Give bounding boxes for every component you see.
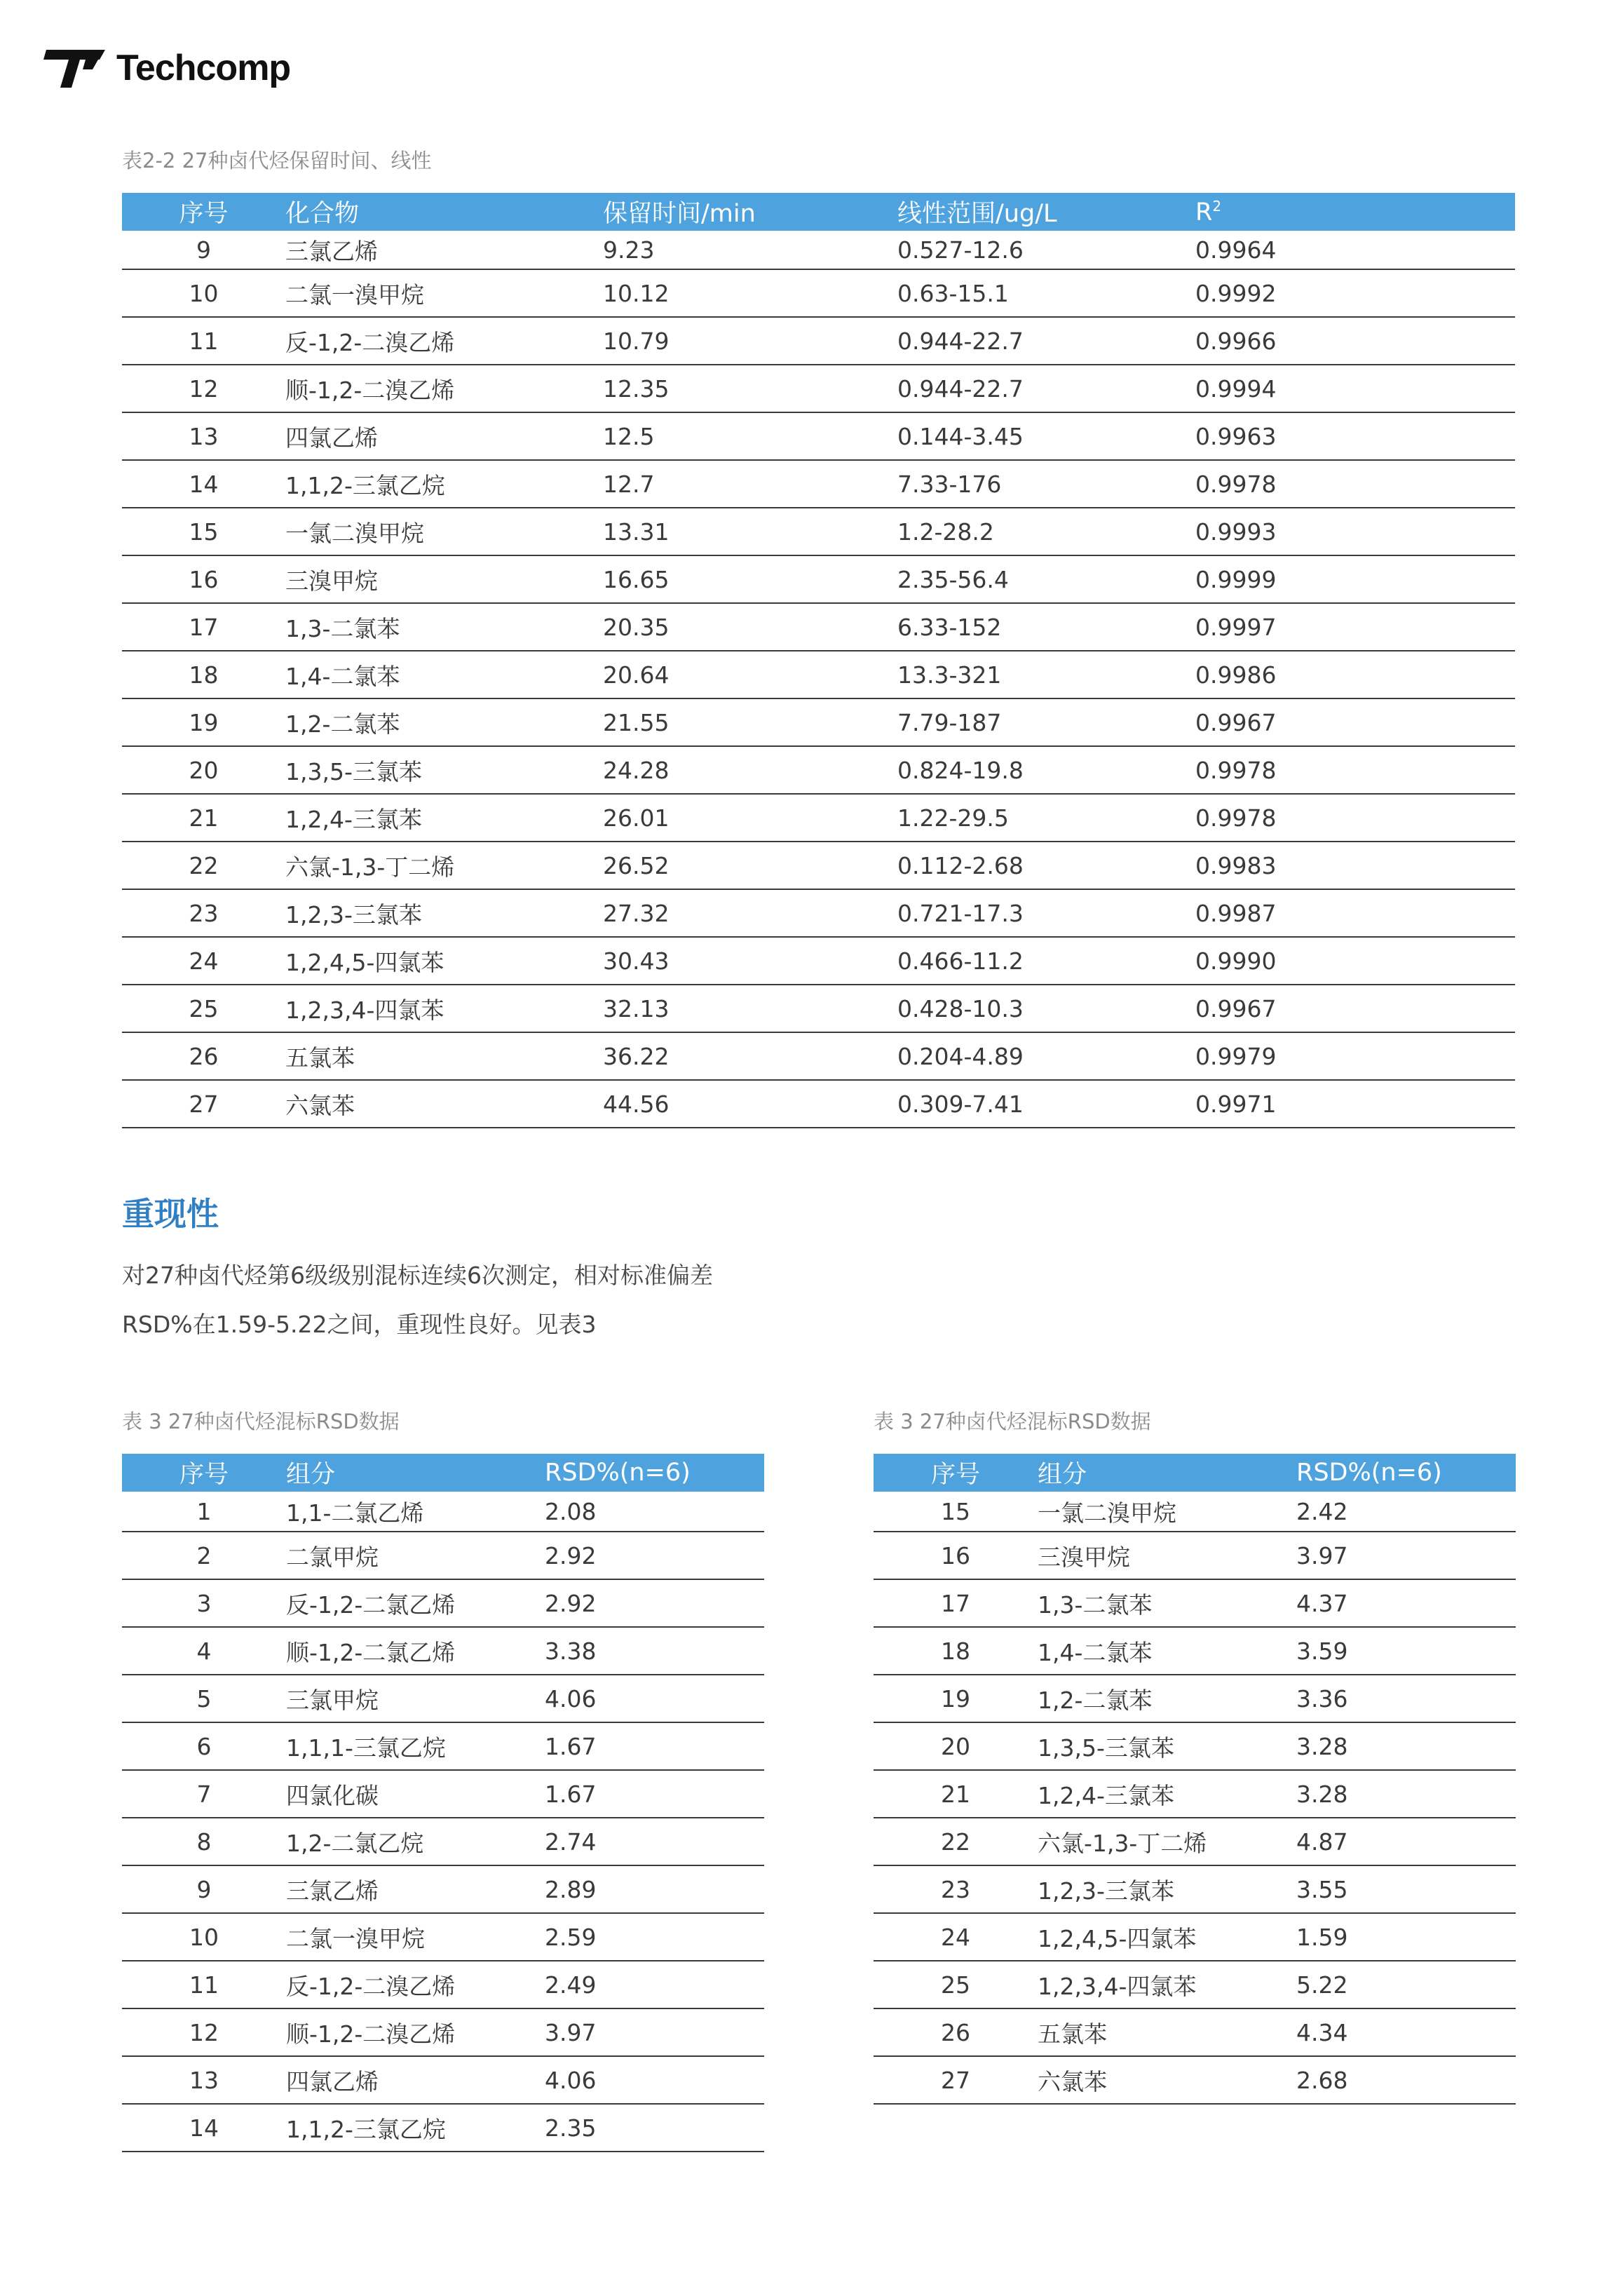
cell-retention-time: 44.56	[603, 1080, 897, 1128]
table-row	[122, 698, 1515, 746]
cell-rsd: 2.92	[545, 1579, 764, 1627]
cell-rsd: 4.06	[545, 1675, 764, 1722]
cell-component: 四氯化碳	[286, 1770, 545, 1818]
cell-component: 反-1,2-二溴乙烯	[286, 1961, 545, 2008]
cell-index: 4	[122, 1627, 286, 1675]
r2-superscript: 2	[1212, 197, 1222, 215]
cell-compound: 1,3-二氯苯	[285, 603, 603, 651]
header-component: 组分	[1038, 1454, 1296, 1492]
cell-linear-range: 13.3-321	[897, 651, 1195, 698]
cell-linear-range: 1.22-29.5	[897, 794, 1195, 842]
cell-index: 27	[122, 1080, 285, 1128]
cell-index: 9	[122, 1865, 286, 1913]
header-index: 序号	[874, 1454, 1038, 1492]
table-row	[122, 1627, 764, 1675]
cell-index: 1	[122, 1492, 286, 1532]
cell-index: 22	[874, 1818, 1038, 1865]
table-row	[874, 1865, 1516, 1913]
header-compound: 化合物	[285, 193, 603, 231]
table-row	[122, 1492, 764, 1532]
cell-rsd: 2.68	[1296, 2056, 1516, 2104]
cell-compound: 三氯乙烯	[285, 231, 603, 269]
cell-index: 18	[122, 651, 285, 698]
cell-index: 12	[122, 2008, 286, 2056]
cell-component: 1,2,3-三氯苯	[1038, 1865, 1296, 1913]
table-row	[122, 1770, 764, 1818]
table-row	[122, 555, 1515, 603]
cell-linear-range: 0.204-4.89	[897, 1032, 1195, 1080]
cell-index: 5	[122, 1675, 286, 1722]
table-row	[874, 1675, 1516, 1722]
cell-component: 1,2-二氯乙烷	[286, 1818, 545, 1865]
cell-rsd: 1.67	[545, 1722, 764, 1770]
cell-retention-time: 26.52	[603, 842, 897, 889]
header-retention-time: 保留时间/min	[603, 193, 897, 231]
cell-index: 23	[122, 889, 285, 937]
table1-body	[122, 231, 1515, 1128]
table-row	[122, 231, 1515, 269]
cell-index: 15	[122, 508, 285, 555]
cell-compound: 1,4-二氯苯	[285, 651, 603, 698]
cell-retention-time: 26.01	[603, 794, 897, 842]
table-row	[122, 412, 1515, 460]
table-header-row	[874, 1454, 1516, 1492]
section-title: 重现性	[122, 1195, 219, 1233]
table-row	[122, 985, 1515, 1032]
cell-compound: 四氯乙烯	[285, 412, 603, 460]
table-header-row	[122, 1454, 764, 1492]
cell-rsd: 3.38	[545, 1627, 764, 1675]
cell-r2: 0.9992	[1195, 269, 1515, 317]
cell-index: 19	[874, 1675, 1038, 1722]
cell-r2: 0.9967	[1195, 985, 1515, 1032]
cell-linear-range: 0.144-3.45	[897, 412, 1195, 460]
cell-r2: 0.9999	[1195, 555, 1515, 603]
cell-retention-time: 12.5	[603, 412, 897, 460]
table-row	[122, 1722, 764, 1770]
cell-index: 24	[874, 1913, 1038, 1961]
cell-component: 二氯甲烷	[286, 1532, 545, 1579]
table-row	[874, 1818, 1516, 1865]
cell-rsd: 3.36	[1296, 1675, 1516, 1722]
cell-linear-range: 7.79-187	[897, 698, 1195, 746]
cell-r2: 0.9971	[1195, 1080, 1515, 1128]
cell-linear-range: 0.721-17.3	[897, 889, 1195, 937]
cell-linear-range: 0.63-15.1	[897, 269, 1195, 317]
cell-index: 15	[874, 1492, 1038, 1532]
table1-caption: 表2-2 27种卤代烃保留时间、线性	[122, 149, 432, 173]
table-header-row	[122, 193, 1515, 231]
cell-index: 7	[122, 1770, 286, 1818]
cell-retention-time: 12.35	[603, 365, 897, 412]
table-row	[122, 937, 1515, 985]
cell-compound: 五氯苯	[285, 1032, 603, 1080]
cell-compound: 1,2,4,5-四氯苯	[285, 937, 603, 985]
cell-index: 16	[874, 1532, 1038, 1579]
cell-linear-range: 0.824-19.8	[897, 746, 1195, 794]
cell-retention-time: 10.79	[603, 317, 897, 365]
cell-component: 1,1,2-三氯乙烷	[286, 2104, 545, 2152]
cell-component: 1,1,1-三氯乙烷	[286, 1722, 545, 1770]
cell-compound: 顺-1,2-二溴乙烯	[285, 365, 603, 412]
cell-retention-time: 10.12	[603, 269, 897, 317]
cell-r2: 0.9964	[1195, 231, 1515, 269]
cell-index: 20	[122, 746, 285, 794]
table-row	[122, 1675, 764, 1722]
cell-r2: 0.9978	[1195, 794, 1515, 842]
cell-compound: 六氯苯	[285, 1080, 603, 1128]
cell-retention-time: 36.22	[603, 1032, 897, 1080]
section-paragraph-line1: 对27种卤代烃第6级级别混标连续6次测定，相对标准偏差	[122, 1262, 713, 1289]
table-row	[874, 1492, 1516, 1532]
header-linear-range: 线性范围/ug/L	[897, 193, 1195, 231]
brand-logo	[43, 43, 290, 93]
cell-index: 9	[122, 231, 285, 269]
table-row	[122, 1961, 764, 2008]
cell-component: 四氯乙烯	[286, 2056, 545, 2104]
cell-component: 三溴甲烷	[1038, 1532, 1296, 1579]
cell-retention-time: 13.31	[603, 508, 897, 555]
cell-index: 10	[122, 1913, 286, 1961]
table-row	[874, 1913, 1516, 1961]
table-row	[122, 1579, 764, 1627]
cell-linear-range: 0.944-22.7	[897, 317, 1195, 365]
table2-caption: 表 3 27种卤代烃混标RSD数据	[122, 1410, 400, 1433]
header-r2	[1195, 193, 1515, 231]
table-row	[122, 317, 1515, 365]
cell-r2: 0.9966	[1195, 317, 1515, 365]
cell-retention-time: 24.28	[603, 746, 897, 794]
r-label: R	[1195, 198, 1213, 227]
header-index: 序号	[122, 193, 285, 231]
cell-rsd: 3.59	[1296, 1627, 1516, 1675]
cell-component: 1,2,3,4-四氯苯	[1038, 1961, 1296, 2008]
cell-r2: 0.9979	[1195, 1032, 1515, 1080]
cell-index: 26	[122, 1032, 285, 1080]
cell-rsd: 3.97	[1296, 1532, 1516, 1579]
cell-index: 14	[122, 460, 285, 508]
cell-linear-range: 6.33-152	[897, 603, 1195, 651]
cell-compound: 反-1,2-二溴乙烯	[285, 317, 603, 365]
cell-r2: 0.9978	[1195, 460, 1515, 508]
cell-rsd: 3.97	[545, 2008, 764, 2056]
cell-rsd: 2.92	[545, 1532, 764, 1579]
cell-compound: 1,1,2-三氯乙烷	[285, 460, 603, 508]
table3-caption: 表 3 27种卤代烃混标RSD数据	[874, 1410, 1151, 1433]
cell-rsd: 2.74	[545, 1818, 764, 1865]
cell-rsd: 3.55	[1296, 1865, 1516, 1913]
cell-rsd: 4.34	[1296, 2008, 1516, 2056]
cell-index: 25	[874, 1961, 1038, 2008]
cell-retention-time: 30.43	[603, 937, 897, 985]
table-row	[122, 365, 1515, 412]
cell-retention-time: 12.7	[603, 460, 897, 508]
cell-linear-range: 0.309-7.41	[897, 1080, 1195, 1128]
table-row	[122, 1032, 1515, 1080]
cell-component: 1,2-二氯苯	[1038, 1675, 1296, 1722]
cell-compound: 二氯一溴甲烷	[285, 269, 603, 317]
cell-compound: 三溴甲烷	[285, 555, 603, 603]
table-row	[122, 842, 1515, 889]
table-row	[874, 1961, 1516, 2008]
cell-index: 19	[122, 698, 285, 746]
cell-component: 二氯一溴甲烷	[286, 1913, 545, 1961]
cell-r2: 0.9986	[1195, 651, 1515, 698]
cell-rsd: 4.37	[1296, 1579, 1516, 1627]
cell-compound: 1,3,5-三氯苯	[285, 746, 603, 794]
rsd-table-right	[874, 1454, 1516, 2105]
cell-index: 11	[122, 317, 285, 365]
cell-component: 1,2,4,5-四氯苯	[1038, 1913, 1296, 1961]
cell-rsd: 2.89	[545, 1865, 764, 1913]
retention-linearity-table	[122, 193, 1515, 1128]
cell-rsd: 4.06	[545, 2056, 764, 2104]
cell-compound: 六氯-1,3-丁二烯	[285, 842, 603, 889]
table-row	[874, 2008, 1516, 2056]
cell-index: 18	[874, 1627, 1038, 1675]
cell-rsd: 3.28	[1296, 1770, 1516, 1818]
cell-linear-range: 0.944-22.7	[897, 365, 1195, 412]
cell-retention-time: 16.65	[603, 555, 897, 603]
cell-index: 12	[122, 365, 285, 412]
cell-retention-time: 20.35	[603, 603, 897, 651]
cell-index: 27	[874, 2056, 1038, 2104]
techcomp-logo-mark-icon	[43, 46, 111, 90]
table-row	[874, 1722, 1516, 1770]
cell-index: 13	[122, 412, 285, 460]
table-row	[122, 269, 1515, 317]
table-row	[874, 2056, 1516, 2104]
table-row	[122, 1532, 764, 1579]
cell-index: 21	[122, 794, 285, 842]
cell-r2: 0.9963	[1195, 412, 1515, 460]
cell-rsd: 1.67	[545, 1770, 764, 1818]
cell-r2: 0.9993	[1195, 508, 1515, 555]
table-row	[122, 1865, 764, 1913]
cell-retention-time: 20.64	[603, 651, 897, 698]
cell-rsd: 2.42	[1296, 1492, 1516, 1532]
cell-component: 1,2,4-三氯苯	[1038, 1770, 1296, 1818]
cell-retention-time: 9.23	[603, 231, 897, 269]
table-row	[122, 603, 1515, 651]
cell-index: 26	[874, 2008, 1038, 2056]
cell-component: 1,4-二氯苯	[1038, 1627, 1296, 1675]
cell-linear-range: 0.112-2.68	[897, 842, 1195, 889]
table-row	[122, 794, 1515, 842]
cell-compound: 1,2,4-三氯苯	[285, 794, 603, 842]
cell-component: 反-1,2-二氯乙烯	[286, 1579, 545, 1627]
brand-name: Techcomp	[116, 48, 291, 88]
cell-compound: 一氯二溴甲烷	[285, 508, 603, 555]
table-row	[122, 889, 1515, 937]
table-row	[122, 460, 1515, 508]
cell-index: 17	[874, 1579, 1038, 1627]
table-row	[874, 1627, 1516, 1675]
cell-index: 25	[122, 985, 285, 1032]
cell-component: 一氯二溴甲烷	[1038, 1492, 1296, 1532]
cell-component: 三氯甲烷	[286, 1675, 545, 1722]
cell-rsd: 2.49	[545, 1961, 764, 2008]
cell-component: 顺-1,2-二氯乙烯	[286, 1627, 545, 1675]
table-row	[122, 1913, 764, 1961]
cell-index: 10	[122, 269, 285, 317]
header-component: 组分	[286, 1454, 545, 1492]
table3-body	[874, 1492, 1516, 2104]
cell-retention-time: 32.13	[603, 985, 897, 1032]
cell-rsd: 2.35	[545, 2104, 764, 2152]
cell-linear-range: 0.527-12.6	[897, 231, 1195, 269]
cell-linear-range: 1.2-28.2	[897, 508, 1195, 555]
cell-index: 6	[122, 1722, 286, 1770]
cell-r2: 0.9967	[1195, 698, 1515, 746]
cell-component: 1,1-二氯乙烯	[286, 1492, 545, 1532]
cell-component: 五氯苯	[1038, 2008, 1296, 2056]
table-row	[122, 1818, 764, 1865]
cell-component: 1,3,5-三氯苯	[1038, 1722, 1296, 1770]
cell-compound: 1,2-二氯苯	[285, 698, 603, 746]
cell-component: 六氯-1,3-丁二烯	[1038, 1818, 1296, 1865]
cell-component: 顺-1,2-二溴乙烯	[286, 2008, 545, 2056]
cell-index: 11	[122, 1961, 286, 2008]
cell-rsd: 4.87	[1296, 1818, 1516, 1865]
header-rsd: RSD%(n=6)	[1296, 1454, 1516, 1492]
table-row	[122, 746, 1515, 794]
cell-index: 20	[874, 1722, 1038, 1770]
cell-compound: 1,2,3-三氯苯	[285, 889, 603, 937]
cell-r2: 0.9994	[1195, 365, 1515, 412]
table-row	[874, 1532, 1516, 1579]
cell-component: 1,3-二氯苯	[1038, 1579, 1296, 1627]
cell-linear-range: 7.33-176	[897, 460, 1195, 508]
cell-rsd: 3.28	[1296, 1722, 1516, 1770]
cell-r2: 0.9990	[1195, 937, 1515, 985]
cell-index: 21	[874, 1770, 1038, 1818]
cell-index: 17	[122, 603, 285, 651]
cell-index: 14	[122, 2104, 286, 2152]
cell-r2: 0.9997	[1195, 603, 1515, 651]
header-index: 序号	[122, 1454, 286, 1492]
table-row	[122, 2104, 764, 2152]
cell-r2: 0.9978	[1195, 746, 1515, 794]
cell-rsd: 2.59	[545, 1913, 764, 1961]
cell-linear-range: 0.428-10.3	[897, 985, 1195, 1032]
table-row	[874, 1579, 1516, 1627]
section-paragraph-line2: RSD%在1.59-5.22之间，重现性良好。见表3	[122, 1311, 597, 1338]
table2-body	[122, 1492, 764, 2152]
header-rsd: RSD%(n=6)	[545, 1454, 764, 1492]
table-row	[874, 1770, 1516, 1818]
cell-retention-time: 21.55	[603, 698, 897, 746]
cell-linear-range: 2.35-56.4	[897, 555, 1195, 603]
rsd-table-left	[122, 1454, 764, 2152]
cell-index: 22	[122, 842, 285, 889]
table-row	[122, 651, 1515, 698]
cell-retention-time: 27.32	[603, 889, 897, 937]
table-row	[122, 508, 1515, 555]
cell-index: 16	[122, 555, 285, 603]
cell-compound: 1,2,3,4-四氯苯	[285, 985, 603, 1032]
table-row	[122, 2008, 764, 2056]
cell-rsd: 2.08	[545, 1492, 764, 1532]
cell-index: 13	[122, 2056, 286, 2104]
table-row	[122, 2056, 764, 2104]
cell-rsd: 5.22	[1296, 1961, 1516, 2008]
cell-linear-range: 0.466-11.2	[897, 937, 1195, 985]
cell-r2: 0.9983	[1195, 842, 1515, 889]
cell-r2: 0.9987	[1195, 889, 1515, 937]
cell-component: 三氯乙烯	[286, 1865, 545, 1913]
cell-rsd: 1.59	[1296, 1913, 1516, 1961]
cell-index: 24	[122, 937, 285, 985]
cell-index: 3	[122, 1579, 286, 1627]
cell-index: 2	[122, 1532, 286, 1579]
cell-index: 23	[874, 1865, 1038, 1913]
cell-component: 六氯苯	[1038, 2056, 1296, 2104]
cell-index: 8	[122, 1818, 286, 1865]
table-row	[122, 1080, 1515, 1128]
